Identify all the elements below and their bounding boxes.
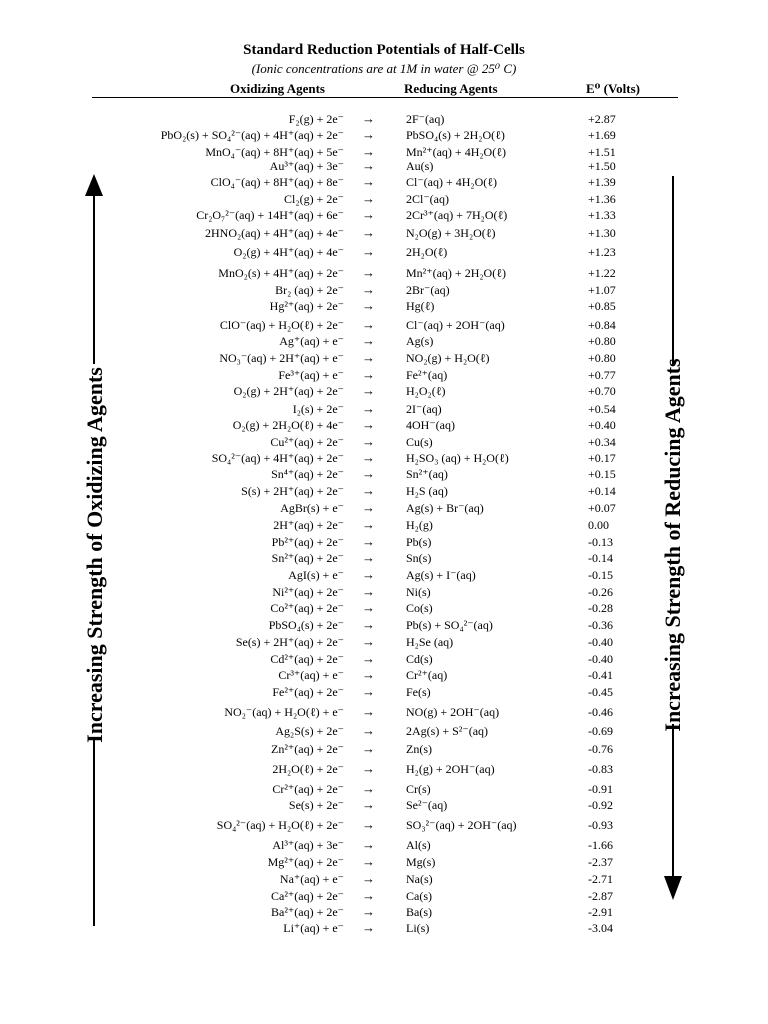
reduction-potential: 0.00 xyxy=(588,518,609,532)
table-row xyxy=(0,501,768,515)
reduction-potential: +0.70 xyxy=(588,384,616,398)
oxidizing-agent: O₂(g) + 2H⁺(aq) + 2e⁻ xyxy=(233,384,344,398)
oxidizing-agent: Fe²⁺(aq) + 2e⁻ xyxy=(272,685,344,699)
reducing-agent: Zn(s) xyxy=(406,742,432,756)
table-row xyxy=(0,226,768,240)
reaction-arrow: → xyxy=(362,781,375,796)
reducing-agent: Ag(s) + Br⁻(aq) xyxy=(406,501,484,515)
oxidizing-agent: Na⁺(aq) + e⁻ xyxy=(279,872,344,886)
oxidizing-agent: NO₂⁻(aq) + H₂O(ℓ) + e⁻ xyxy=(224,705,344,719)
oxidizing-agent: Au³⁺(aq) + 3e⁻ xyxy=(269,159,344,173)
reduction-potential: +1.36 xyxy=(588,192,616,206)
table-row xyxy=(0,145,768,159)
reduction-potential: -0.91 xyxy=(588,782,613,796)
oxidizing-agent: Ba²⁺(aq) + 2e⁻ xyxy=(270,905,344,919)
reaction-arrow: → xyxy=(362,684,375,699)
oxidizing-agent: Li⁺(aq) + e⁻ xyxy=(283,921,344,935)
reaction-arrow: → xyxy=(362,761,375,776)
reducing-agent: Mn²⁺(aq) + 2H₂O(ℓ) xyxy=(406,266,506,280)
reaction-arrow: → xyxy=(362,920,375,935)
reduction-potential: -0.40 xyxy=(588,635,613,649)
oxidizing-agent: Sn⁴⁺(aq) + 2e⁻ xyxy=(271,467,344,481)
reduction-potential: -0.26 xyxy=(588,585,613,599)
table-row xyxy=(0,192,768,206)
oxidizing-agent: Cr₂O₇²⁻(aq) + 14H⁺(aq) + 6e⁻ xyxy=(196,208,344,222)
oxidizing-agent: 2HNO₂(aq) + 4H⁺(aq) + 4e⁻ xyxy=(204,226,344,240)
reduction-potential: +0.85 xyxy=(588,299,616,313)
reducing-agent: Ag(s) + I⁻(aq) xyxy=(406,568,476,582)
reduction-potential: -0.36 xyxy=(588,618,613,632)
reducing-agent: Sn²⁺(aq) xyxy=(406,467,448,481)
reaction-arrow: → xyxy=(362,466,375,481)
reducing-agent: Pb(s) xyxy=(406,535,432,549)
table-row xyxy=(0,128,768,142)
oxidizing-agent: AgI(s) + e⁻ xyxy=(288,568,344,582)
table-row xyxy=(0,568,768,582)
oxidizing-agent: Cl₂(g) + 2e⁻ xyxy=(284,192,344,206)
oxidizing-agent: 2H₂O(ℓ) + 2e⁻ xyxy=(272,762,344,776)
reduction-potential: -0.93 xyxy=(588,818,613,832)
reducing-agent: 2H₂O(ℓ) xyxy=(406,245,448,259)
reduction-potential: -2.87 xyxy=(588,889,613,903)
table-row xyxy=(0,635,768,649)
reducing-agent: Se²⁻(aq) xyxy=(406,798,448,812)
reducing-agent: Cr²⁺(aq) xyxy=(406,668,448,682)
header-divider xyxy=(92,97,678,98)
reaction-arrow: → xyxy=(362,723,375,738)
reduction-potential: +0.15 xyxy=(588,467,616,481)
reaction-arrow: → xyxy=(362,888,375,903)
reducing-agent: 2Br⁻(aq) xyxy=(406,283,450,297)
oxidizing-agent: Al³⁺(aq) + 3e⁻ xyxy=(272,838,344,852)
reduction-potential: -0.76 xyxy=(588,742,613,756)
reaction-arrow: → xyxy=(362,144,375,159)
oxidizing-agent: AgBr(s) + e⁻ xyxy=(280,501,344,515)
reduction-potential: -0.83 xyxy=(588,762,613,776)
reducing-agent: H₂O₂(ℓ) xyxy=(406,384,446,398)
reaction-arrow: → xyxy=(362,367,375,382)
reduction-potential: +1.23 xyxy=(588,245,616,259)
reducing-agent: Li(s) xyxy=(406,921,430,935)
reducing-agent: 2Cl⁻(aq) xyxy=(406,192,449,206)
reaction-arrow: → xyxy=(362,584,375,599)
table-row xyxy=(0,551,768,565)
oxidizing-agent: O₂(g) + 4H⁺(aq) + 4e⁻ xyxy=(233,245,344,259)
reducing-agent: Ca(s) xyxy=(406,889,432,903)
header-reducing-agents: Reducing Agents xyxy=(404,81,498,96)
table-row xyxy=(0,724,768,738)
reaction-arrow: → xyxy=(362,567,375,582)
oxidizing-agent: Sn²⁺(aq) + 2e⁻ xyxy=(271,551,344,565)
reaction-arrow: → xyxy=(362,174,375,189)
header-oxidizing-agents: Oxidizing Agents xyxy=(230,81,325,96)
reduction-potential: +0.17 xyxy=(588,451,616,465)
oxidizing-agent: Cr³⁺(aq) + e⁻ xyxy=(278,668,344,682)
table-row xyxy=(0,418,768,432)
table-row xyxy=(0,518,768,532)
table-row xyxy=(0,762,768,776)
oxidizing-agent: Cr²⁺(aq) + 2e⁻ xyxy=(272,782,344,796)
oxidizing-strength-label: Increasing Strength of Oxidizing Agents xyxy=(82,367,107,743)
reducing-agent: Cd(s) xyxy=(406,652,433,666)
table-row xyxy=(0,889,768,903)
oxidizing-agent: SO₄²⁻(aq) + H₂O(ℓ) + 2e⁻ xyxy=(216,818,344,832)
reducing-agent: SO₃²⁻(aq) + 2OH⁻(aq) xyxy=(406,818,517,832)
table-row xyxy=(0,334,768,348)
table-row xyxy=(0,668,768,682)
reduction-potential: -0.45 xyxy=(588,685,613,699)
table-row xyxy=(0,351,768,365)
reducing-agent: Al(s) xyxy=(406,838,431,852)
reducing-agent: Co(s) xyxy=(406,601,433,615)
reduction-potential: +1.30 xyxy=(588,226,616,240)
table-row xyxy=(0,705,768,719)
table-row xyxy=(0,872,768,886)
reaction-arrow: → xyxy=(362,600,375,615)
reducing-agent: Na(s) xyxy=(406,872,433,886)
reduction-potential: -2.37 xyxy=(588,855,613,869)
table-row xyxy=(0,855,768,869)
oxidizing-agent: NO₃⁻(aq) + 2H⁺(aq) + e⁻ xyxy=(219,351,344,365)
reduction-potential: +0.40 xyxy=(588,418,616,432)
table-row xyxy=(0,921,768,935)
reducing-agent: NO(g) + 2OH⁻(aq) xyxy=(406,705,500,719)
oxidizing-agent: Co²⁺(aq) + 2e⁻ xyxy=(270,601,344,615)
reducing-agent: 4OH⁻(aq) xyxy=(406,418,455,432)
reducing-agent: Mg(s) xyxy=(406,855,436,869)
reduction-potential: +1.33 xyxy=(588,208,616,222)
reaction-arrow: → xyxy=(362,244,375,259)
reaction-arrow: → xyxy=(362,111,375,126)
reducing-agent: H₂(g) xyxy=(406,518,433,532)
reducing-agent: Cl⁻(aq) + 2OH⁻(aq) xyxy=(406,318,505,332)
reaction-arrow: → xyxy=(362,191,375,206)
reduction-potential: -0.46 xyxy=(588,705,613,719)
reaction-arrow: → xyxy=(362,550,375,565)
reduction-potential: +0.07 xyxy=(588,501,616,515)
reducing-strength-label: Increasing Strength of Reducing Agents xyxy=(660,358,685,732)
table-row xyxy=(0,742,768,756)
oxidizing-agent: MnO₂(s) + 4H⁺(aq) + 2e⁻ xyxy=(218,266,344,280)
reduction-potential: +1.39 xyxy=(588,175,616,189)
reducing-agent: Ba(s) xyxy=(406,905,432,919)
oxidizing-agent: Ca²⁺(aq) + 2e⁻ xyxy=(270,889,344,903)
oxidizing-agent: 2H⁺(aq) + 2e⁻ xyxy=(273,518,344,532)
reducing-agent: Mn²⁺(aq) + 4H₂O(ℓ) xyxy=(406,145,506,159)
oxidizing-agent: Br₂ (aq) + 2e⁻ xyxy=(275,283,344,297)
reaction-arrow: → xyxy=(362,225,375,240)
reduction-potential: -3.04 xyxy=(588,921,613,935)
reaction-arrow: → xyxy=(362,317,375,332)
reduction-potential: +0.80 xyxy=(588,334,616,348)
table-row xyxy=(0,266,768,280)
table-row xyxy=(0,905,768,919)
table-row xyxy=(0,435,768,449)
oxidizing-agent: Mg²⁺(aq) + 2e⁻ xyxy=(267,855,344,869)
reducing-agent: H₂S (aq) xyxy=(406,484,448,498)
reducing-agent: Au(s) xyxy=(406,159,434,173)
table-row xyxy=(0,652,768,666)
reducing-agent: NO₂(g) + H₂O(ℓ) xyxy=(406,351,490,365)
oxidizing-agent: Ag₂S(s) + 2e⁻ xyxy=(275,724,344,738)
oxidizing-agent: Se(s) + 2e⁻ xyxy=(288,798,344,812)
reaction-arrow: → xyxy=(362,401,375,416)
table-row xyxy=(0,451,768,465)
oxidizing-agent: Ag⁺(aq) + e⁻ xyxy=(279,334,344,348)
reducing-agent: H₂(g) + 2OH⁻(aq) xyxy=(406,762,495,776)
reaction-arrow: → xyxy=(362,207,375,222)
reduction-potential: +0.84 xyxy=(588,318,616,332)
reaction-arrow: → xyxy=(362,265,375,280)
reducing-agent: H₂SO₃ (aq) + H₂O(ℓ) xyxy=(406,451,509,465)
reducing-agent: Pb(s) + SO₄²⁻(aq) xyxy=(406,618,493,632)
reduction-potential: +1.51 xyxy=(588,145,616,159)
reaction-arrow: → xyxy=(362,837,375,852)
reduction-potential: +1.22 xyxy=(588,266,616,280)
reduction-potential: -0.41 xyxy=(588,668,613,682)
reduction-potential: -0.28 xyxy=(588,601,613,615)
oxidizing-agent: Cd²⁺(aq) + 2e⁻ xyxy=(270,652,344,666)
reaction-arrow: → xyxy=(362,817,375,832)
table-row xyxy=(0,245,768,259)
oxidizing-agent: Hg²⁺(aq) + 2e⁻ xyxy=(269,299,344,313)
reaction-arrow: → xyxy=(362,434,375,449)
reaction-arrow: → xyxy=(362,667,375,682)
reaction-arrow: → xyxy=(362,634,375,649)
reduction-potential: -1.66 xyxy=(588,838,613,852)
table-row xyxy=(0,484,768,498)
oxidizing-agent: Cu²⁺(aq) + 2e⁻ xyxy=(270,435,344,449)
table-row xyxy=(0,535,768,549)
table-row xyxy=(0,618,768,632)
reaction-arrow: → xyxy=(362,741,375,756)
reducing-agent: 2Ag(s) + S²⁻(aq) xyxy=(406,724,489,738)
reduction-potential: -0.40 xyxy=(588,652,613,666)
oxidizing-agent: F₂(g) + 2e⁻ xyxy=(288,112,344,126)
reduction-potential: +0.14 xyxy=(588,484,616,498)
table-row xyxy=(0,782,768,796)
table-row xyxy=(0,175,768,189)
reaction-arrow: → xyxy=(362,871,375,886)
table-row xyxy=(0,798,768,812)
table-row xyxy=(0,368,768,382)
reaction-arrow: → xyxy=(362,904,375,919)
table-row xyxy=(0,112,768,126)
oxidizing-agent: O₂(g) + 2H₂O(ℓ) + 4e⁻ xyxy=(232,418,344,432)
reaction-arrow: → xyxy=(362,158,375,173)
reducing-agent: Cr(s) xyxy=(406,782,431,796)
oxidizing-agent: SO₄²⁻(aq) + 4H⁺(aq) + 2e⁻ xyxy=(211,451,344,465)
reaction-arrow: → xyxy=(362,617,375,632)
table-row xyxy=(0,299,768,313)
reducing-agent: Ag(s) xyxy=(406,334,434,348)
reducing-agent: 2F⁻(aq) xyxy=(406,112,445,126)
reaction-arrow: → xyxy=(362,333,375,348)
table-row xyxy=(0,402,768,416)
reaction-arrow: → xyxy=(362,282,375,297)
table-row xyxy=(0,318,768,332)
oxidizing-agent: PbSO₄(s) + 2e⁻ xyxy=(268,618,344,632)
reduction-potential: +0.34 xyxy=(588,435,616,449)
reaction-arrow: → xyxy=(362,383,375,398)
oxidizing-agent: I₂(s) + 2e⁻ xyxy=(292,402,344,416)
reaction-arrow: → xyxy=(362,450,375,465)
reaction-arrow: → xyxy=(362,651,375,666)
reducing-agent: Cl⁻(aq) + 4H₂O(ℓ) xyxy=(406,175,498,189)
oxidizing-agent: ClO⁻(aq) + H₂O(ℓ) + 2e⁻ xyxy=(219,318,344,332)
reaction-arrow: → xyxy=(362,483,375,498)
oxidizing-agent: Fe³⁺(aq) + e⁻ xyxy=(278,368,344,382)
reduction-potential: -0.92 xyxy=(588,798,613,812)
table-row xyxy=(0,685,768,699)
reduction-potential: -0.13 xyxy=(588,535,613,549)
reaction-arrow: → xyxy=(362,127,375,142)
table-row xyxy=(0,384,768,398)
reducing-agent: Hg(ℓ) xyxy=(406,299,435,313)
reaction-arrow: → xyxy=(362,517,375,532)
reduction-potential: -2.91 xyxy=(588,905,613,919)
table-row xyxy=(0,838,768,852)
oxidizing-agent: Ni²⁺(aq) + 2e⁻ xyxy=(272,585,344,599)
reduction-potential: -0.69 xyxy=(588,724,613,738)
page-title: Standard Reduction Potentials of Half-Cells xyxy=(243,42,525,58)
reduction-potential: +2.87 xyxy=(588,112,616,126)
reducing-agent: 2I⁻(aq) xyxy=(406,402,442,416)
reduction-potential: +0.80 xyxy=(588,351,616,365)
table-row xyxy=(0,208,768,222)
reducing-agent: PbSO₄(s) + 2H₂O(ℓ) xyxy=(406,128,505,142)
page-subtitle: (Ionic concentrations are at 1M in water @ 25⁰ C) xyxy=(251,61,517,76)
reduction-potential: -2.71 xyxy=(588,872,613,886)
reaction-arrow: → xyxy=(362,854,375,869)
oxidizing-agent: PbO₂(s) + SO₄²⁻(aq) + 4H⁺(aq) + 2e⁻ xyxy=(160,128,344,142)
table-row xyxy=(0,283,768,297)
reducing-agent: N₂O(g) + 3H₂O(ℓ) xyxy=(406,226,496,240)
reducing-agent: H₂Se (aq) xyxy=(406,635,454,649)
reduction-potential: +1.07 xyxy=(588,283,616,297)
reaction-arrow: → xyxy=(362,500,375,515)
table-row xyxy=(0,818,768,832)
reaction-arrow: → xyxy=(362,298,375,313)
reaction-arrow: → xyxy=(362,797,375,812)
table-row xyxy=(0,159,768,173)
reducing-agent: Fe(s) xyxy=(406,685,431,699)
reduction-potential: +0.77 xyxy=(588,368,616,382)
oxidizing-agent: MnO₄⁻(aq) + 8H⁺(aq) + 5e⁻ xyxy=(205,145,344,159)
reducing-agent: 2Cr³⁺(aq) + 7H₂O(ℓ) xyxy=(406,208,508,222)
reduction-potential: -0.14 xyxy=(588,551,613,565)
reaction-arrow: → xyxy=(362,534,375,549)
oxidizing-agent: Se(s) + 2H⁺(aq) + 2e⁻ xyxy=(235,635,344,649)
table-row xyxy=(0,601,768,615)
reduction-potential: -0.15 xyxy=(588,568,613,582)
reaction-arrow: → xyxy=(362,704,375,719)
reducing-agent: Sn(s) xyxy=(406,551,432,565)
oxidizing-agent: Zn²⁺(aq) + 2e⁻ xyxy=(270,742,344,756)
table-row xyxy=(0,467,768,481)
reaction-arrow: → xyxy=(362,350,375,365)
oxidizing-agent: Pb²⁺(aq) + 2e⁻ xyxy=(271,535,344,549)
reduction-potential: +1.50 xyxy=(588,159,616,173)
oxidizing-agent: ClO₄⁻(aq) + 8H⁺(aq) + 8e⁻ xyxy=(210,175,344,189)
oxidizing-agent: S(s) + 2H⁺(aq) + 2e⁻ xyxy=(241,484,344,498)
reducing-agent: Cu(s) xyxy=(406,435,433,449)
reducing-agent: Fe²⁺(aq) xyxy=(406,368,448,382)
table-row xyxy=(0,585,768,599)
reduction-potential: +0.54 xyxy=(588,402,616,416)
reaction-arrow: → xyxy=(362,417,375,432)
reduction-potential: +1.69 xyxy=(588,128,616,142)
header-potential: E⁰ (Volts) xyxy=(586,81,640,96)
reducing-agent: Ni(s) xyxy=(406,585,431,599)
